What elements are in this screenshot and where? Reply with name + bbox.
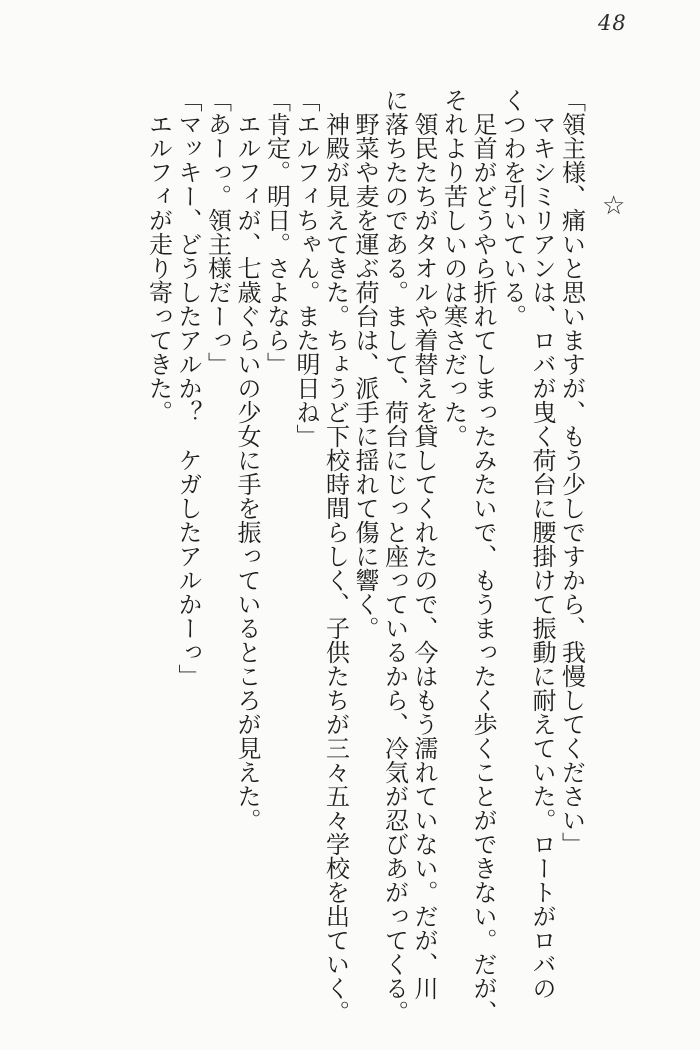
section-break-star-icon: ☆ [602, 191, 626, 221]
text-line: くつわを引いている。 [498, 88, 525, 328]
text-line: エルフィが走り寄ってきた。 [144, 112, 171, 424]
text-line: 「領主様、痛いと思いますが、もう少しですから、我慢してください」 [557, 88, 584, 856]
text-line: に落ちたのである。まして、荷台にじっと座っているから、冷気が忍びあがってくる。 [380, 88, 407, 1024]
text-line: 足首がどうやら折れてしまったみたいで、もうまったく歩くことができない。だが、 [469, 112, 495, 1024]
text-line: 野菜や麦を運ぶ荷台は、派手に揺れて傷に響く。 [351, 112, 377, 640]
page-number: 48 [598, 11, 627, 35]
text-line: 領民たちがタオルや着替えを貸してくれたので、今はもう濡れていない。だが、川 [410, 112, 436, 1000]
text-line: 「マッキー、どうしたアルか？ ケガしたアルかーっ」 [174, 88, 200, 688]
text-block [140, 88, 588, 1033]
text-line: エルフィが、七歳ぐらいの少女に手を振っているところが見えた。 [233, 112, 259, 832]
text-line: 「エルフィちゃん。また明日ね」 [292, 88, 318, 448]
text-line: 「あーっ。領主様だーっ」 [203, 88, 230, 376]
text-line: 神殿が見えてきた。ちょうど下校時間らしく、子供たちが三々五々学校を出ていく。 [321, 112, 348, 1024]
text-line: 「肯定。明日。さよなら」 [262, 88, 289, 376]
text-line: それより苦しいのは寒さだった。 [439, 88, 466, 448]
text-line: マキシミリアンは、ロバが曳く荷台に腰掛けて振動に耐えていた。ロートがロバの [528, 112, 554, 1000]
